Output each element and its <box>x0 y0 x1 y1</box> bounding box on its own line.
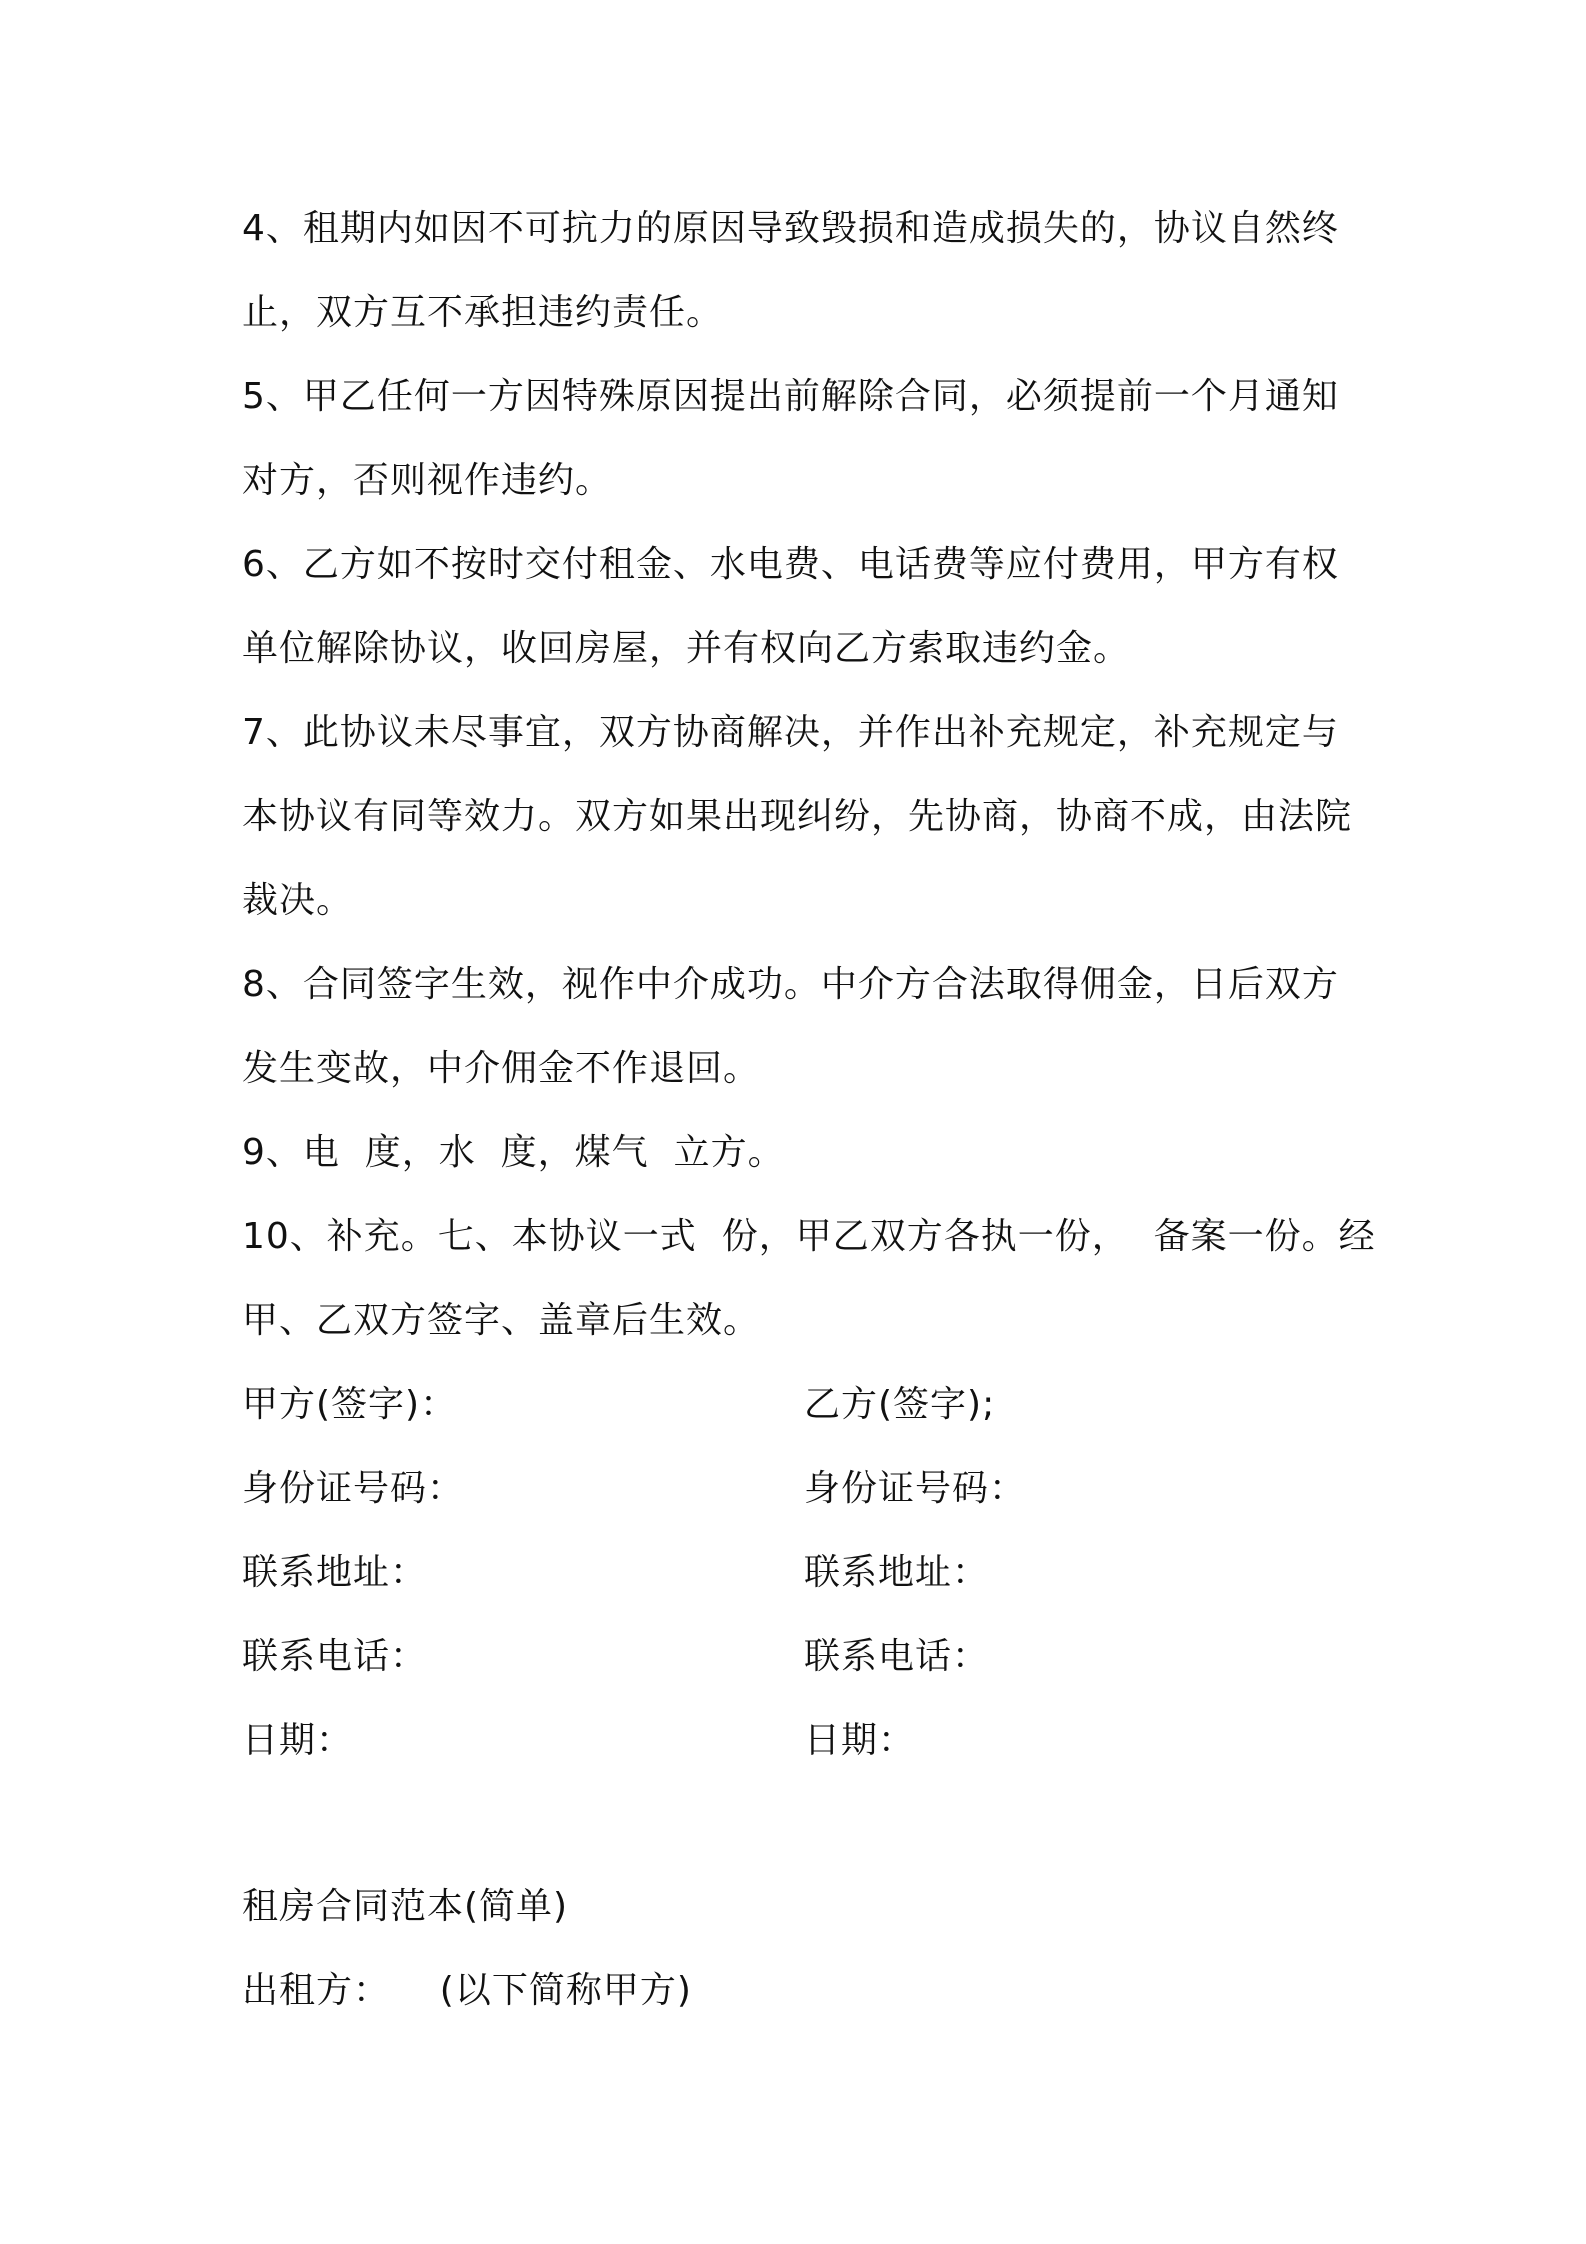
party-a-signature-label: 甲方(签字)： <box>242 1384 458 1425</box>
clause-5-line-2: 对方，否则视作违约。 <box>242 460 613 501</box>
clause-9-line-1: 9、电 度，水 度，煤气 立方。 <box>242 1132 785 1173</box>
clauses-section <box>242 187 1376 1363</box>
clause-7-line-3: 裁决。 <box>242 880 354 921</box>
party-b-date-label: 日期： <box>804 1720 916 1761</box>
clause-8-line-1: 8、合同签字生效，视作中介成功。中介方合法取得佣金，日后双方 <box>242 964 1339 1005</box>
clause-7-line-1: 7、此协议未尽事宜，双方协商解决，并作出补充规定，补充规定与 <box>242 712 1339 753</box>
clause-6-line-2: 单位解除协议，收回房屋，并有权向乙方索取违约金。 <box>242 628 1131 669</box>
clause-6-line-1: 6、乙方如不按时交付租金、水电费、电话费等应付费用，甲方有权 <box>242 544 1339 585</box>
party-b-signature-label: 乙方(签字); <box>804 1384 996 1425</box>
signature-section <box>242 1363 1352 1783</box>
signature-row-id <box>242 1447 1352 1531</box>
party-a-phone-label: 联系电话： <box>242 1636 428 1677</box>
next-contract-title: 租房合同范本(简单) <box>242 1886 569 1927</box>
signature-row-date <box>242 1699 1352 1783</box>
party-b-phone-label: 联系电话： <box>804 1636 990 1677</box>
clause-7-line-2: 本协议有同等效力。双方如果出现纠纷，先协商，协商不成，由法院 <box>242 796 1353 837</box>
lessor-line: 出租方： (以下简称甲方) <box>242 1970 692 2011</box>
party-b-address-label: 联系地址： <box>804 1552 990 1593</box>
signature-row-phone <box>242 1615 1352 1699</box>
clause-4-line-2: 止，双方互不承担违约责任。 <box>242 292 724 333</box>
clause-5-line-1: 5、甲乙任何一方因特殊原因提出前解除合同，必须提前一个月通知 <box>242 376 1339 417</box>
clause-8-line-2: 发生变故，中介佣金不作退回。 <box>242 1048 761 1089</box>
clause-4-line-1: 4、租期内如因不可抗力的原因导致毁损和造成损失的，协议自然终 <box>242 208 1339 249</box>
party-a-date-label: 日期： <box>242 1720 354 1761</box>
clause-10-line-1: 10、补充。七、本协议一式 份，甲乙双方各执一份， 备案一份。经 <box>242 1216 1376 1257</box>
party-a-address-label: 联系地址： <box>242 1552 428 1593</box>
signature-row-address <box>242 1531 1352 1615</box>
clause-10-line-2: 甲、乙双方签字、盖章后生效。 <box>242 1300 761 1341</box>
signature-row-signer <box>242 1363 1352 1447</box>
next-contract-section <box>242 1865 1352 2033</box>
party-b-id-label: 身份证号码： <box>804 1468 1027 1509</box>
party-a-id-label: 身份证号码： <box>242 1468 465 1509</box>
